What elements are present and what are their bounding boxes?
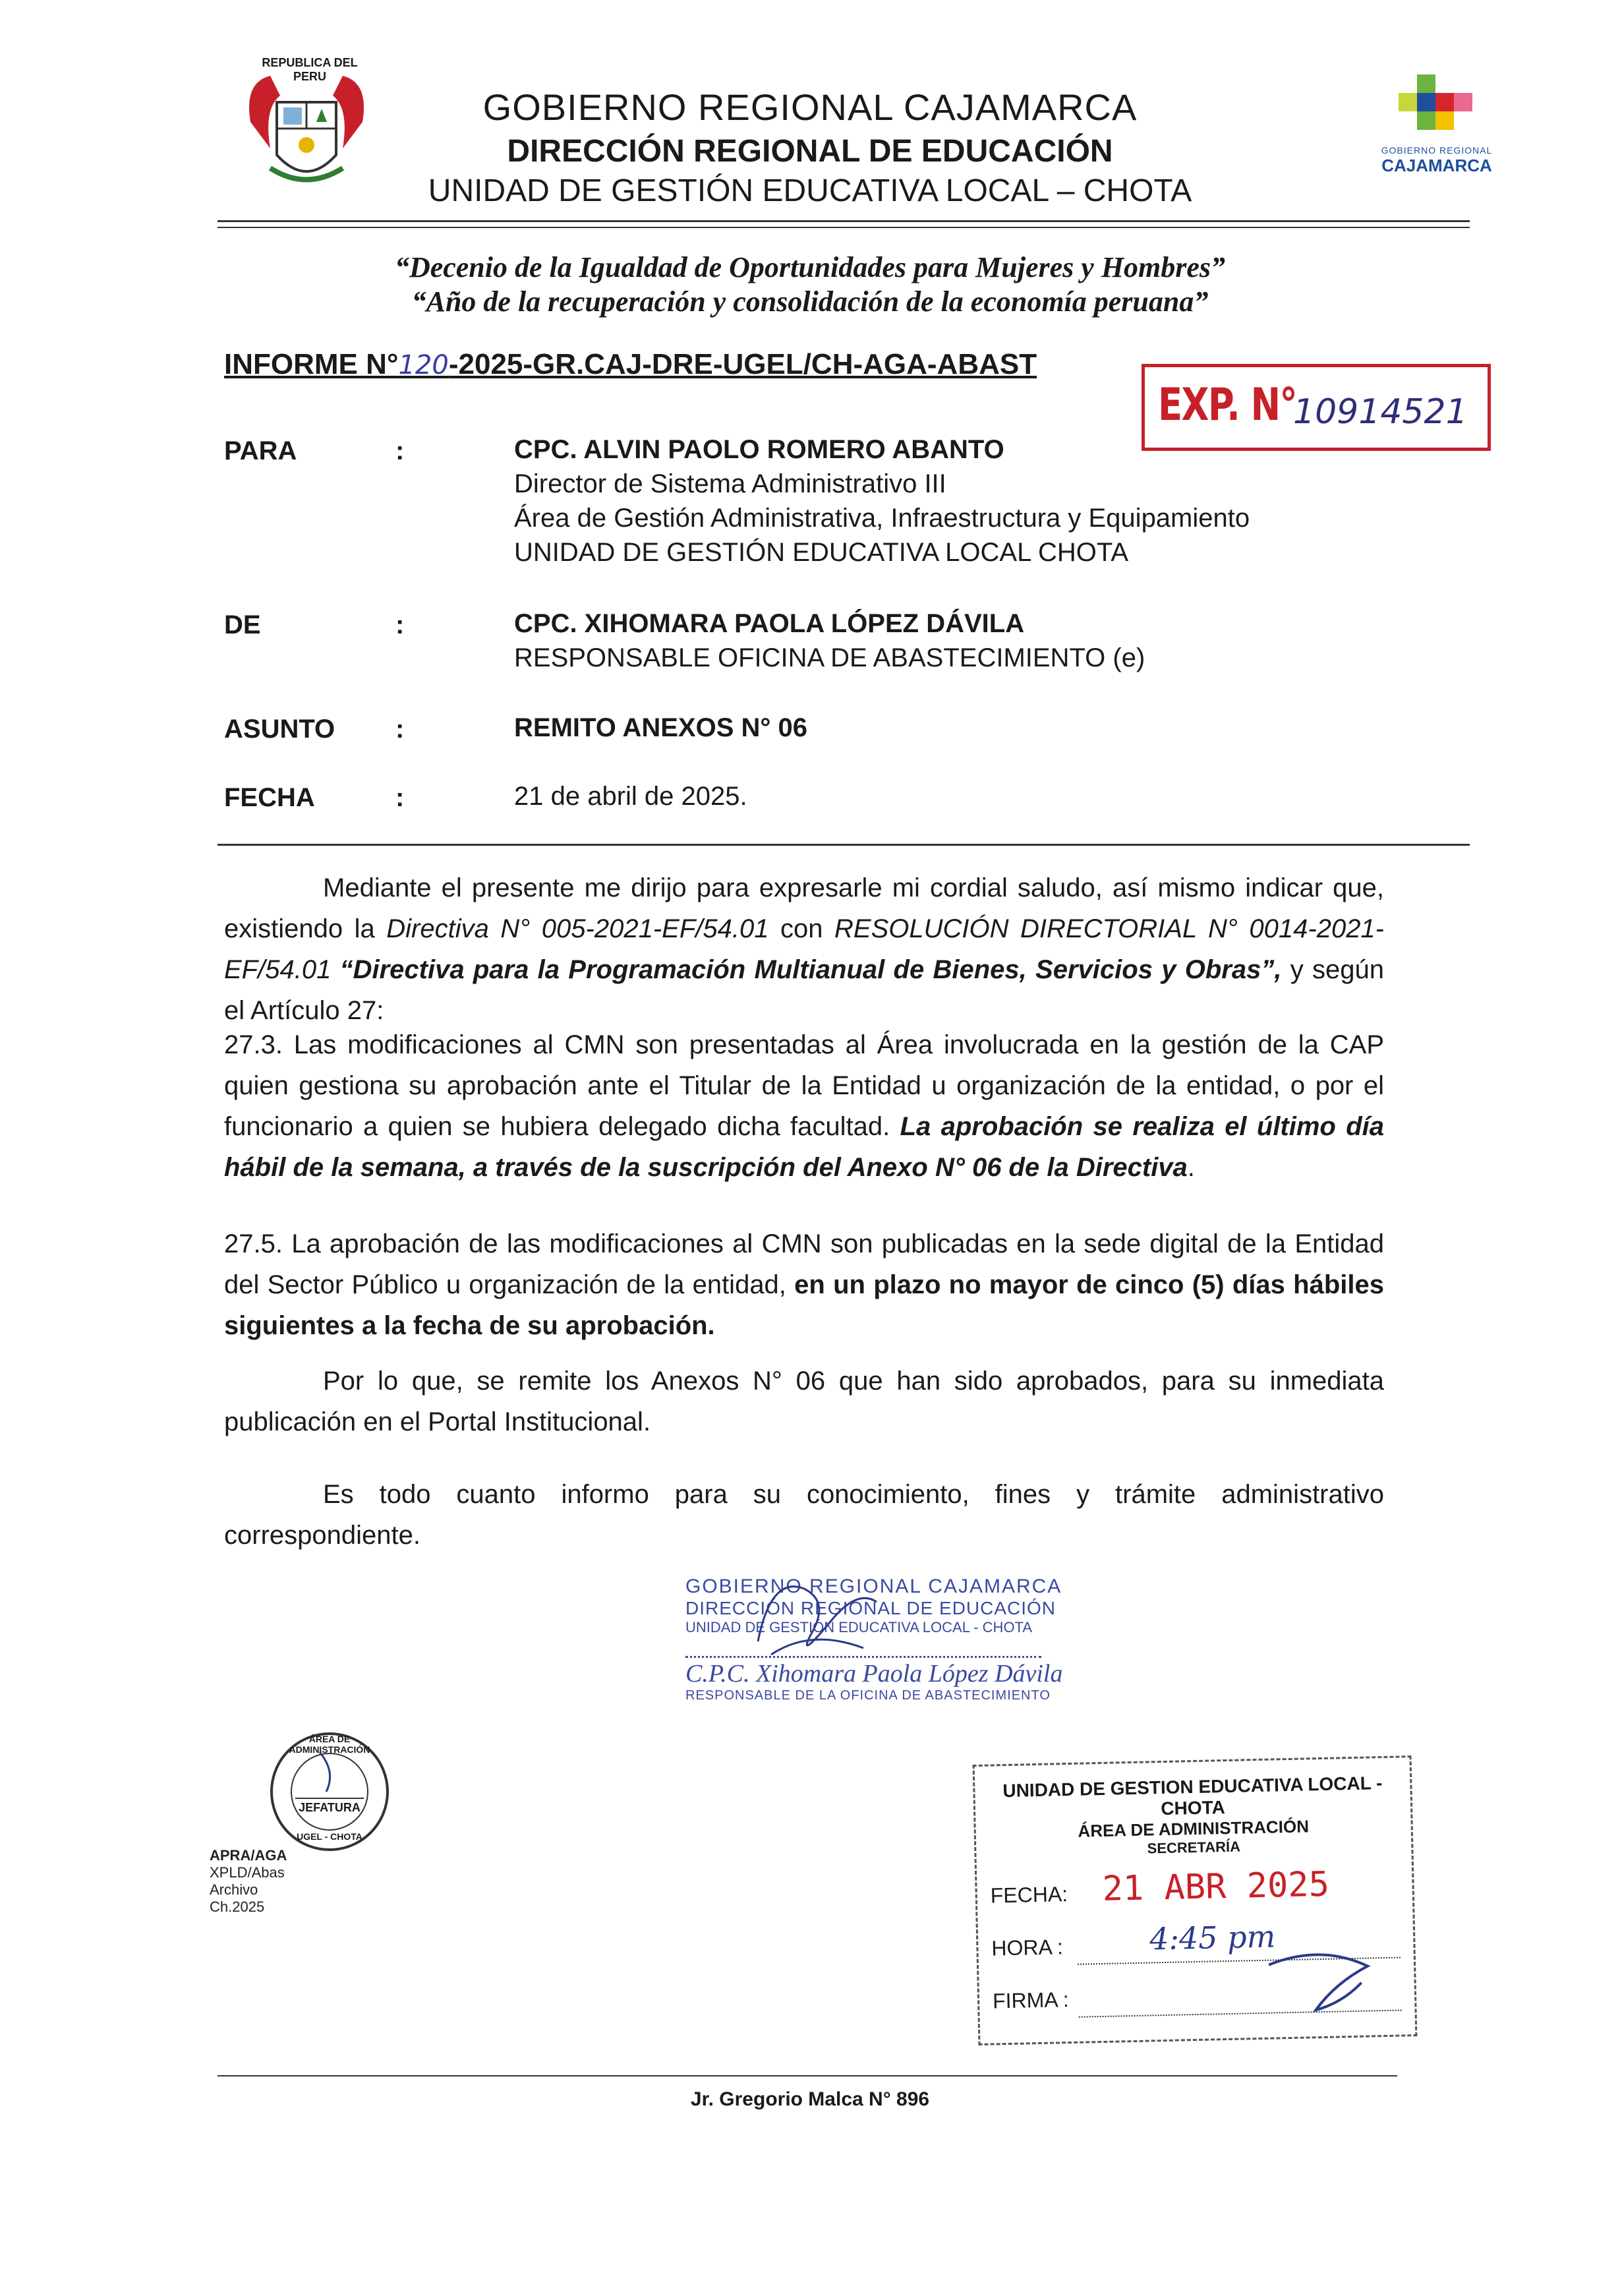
sig-line3: UNIDAD DE GESTIÓN EDUCATIVA LOCAL - CHOTA: [685, 1619, 1033, 1635]
p1-text-c: con: [768, 914, 834, 943]
round-jefatura-stamp: [264, 1726, 395, 1858]
de-block: [514, 606, 1145, 675]
handwritten-signature: [732, 1562, 903, 1674]
body-paragraph-5: Es todo cuanto informo para su conocimiento, fines y trámite administrativo correspondiente.: [224, 1480, 1384, 1550]
logo-main-text: CAJAMARCA: [1381, 156, 1492, 175]
asunto-colon: :: [395, 715, 405, 744]
recv-line3: SECRETARÍA: [1147, 1838, 1241, 1857]
exp-number: 10914521: [1293, 392, 1468, 432]
sig-name: C.P.C. Xihomara Paola López Dávila: [685, 1660, 1063, 1688]
informe-suffix: -2025-GR.CAJ-DRE-UGEL/CH-AGA-ABAST: [448, 348, 1037, 380]
de-label: DE: [224, 610, 261, 639]
de-line2: RESPONSABLE OFICINA DE ABASTECIMIENTO (e): [514, 643, 1145, 672]
recv-line2: ÁREA DE ADMINISTRACIÓN: [1078, 1816, 1310, 1841]
body-paragraph-1: [224, 868, 1384, 1031]
asunto-value: REMITO ANEXOS N° 06: [514, 713, 807, 742]
ref-line-4: Ch.2025: [210, 1899, 265, 1915]
recv-line1: UNIDAD DE GESTION EDUCATIVA LOCAL - CHOTA: [1002, 1773, 1383, 1819]
recv-firma-label: FIRMA :: [992, 1987, 1070, 2013]
coat-of-arms-text: REPUBLICA DEL PERU: [262, 56, 358, 83]
p1-resolution: RESOLUCIÓN DIRECTORIAL N° 0014-2021-EF/54.01: [224, 914, 1385, 984]
ref-line-2: XPLD/Abas: [210, 1864, 285, 1881]
p1-directive-title: “Directiva para la Programación Multianual de Bienes, Servicios y Obras”,: [331, 955, 1282, 984]
recv-hora-value: 4:45 pm: [1149, 1918, 1276, 1957]
p2-text-a: 27.3. Las modificaciones al CMN son presentadas al Área involucrada en la gestión de la CAP quien gestiona su aprobación ante el Titular de la Entidad u organización de la entidad, o por el funcionario a quien se hubiera delegado dicha facultad.: [224, 1030, 1384, 1141]
fecha-label: FECHA: [224, 783, 315, 812]
header-divider: [217, 220, 1470, 222]
sig-line2: DIRECCIÓN REGIONAL DE EDUCACIÓN: [685, 1598, 1056, 1618]
footer-address: Jr. Gregorio Malca N° 896: [690, 2088, 930, 2110]
header-line2: DIRECCIÓN REGIONAL DE EDUCACIÓN: [507, 134, 1113, 169]
informe-handwritten-number: 120: [398, 350, 449, 380]
sig-line1: GOBIERNO REGIONAL CAJAMARCA: [685, 1575, 1062, 1597]
fecha-colon: :: [395, 783, 405, 812]
header-line3: UNIDAD DE GESTIÓN EDUCATIVA LOCAL – CHOTA: [428, 173, 1192, 208]
round-stamp-center: JEFATURA: [299, 1801, 361, 1814]
round-stamp-bottom: UGEL - CHOTA: [297, 1831, 362, 1842]
recv-hora-label: HORA :: [991, 1935, 1064, 1960]
logo-small-text: GOBIERNO REGIONAL: [1381, 145, 1493, 156]
recv-signature: [1255, 1936, 1389, 2024]
informe-number: [224, 348, 1037, 381]
header-divider-2: [217, 227, 1470, 228]
p2-text-c: .: [1187, 1153, 1195, 1182]
motto-line1: “Decenio de la Igualdad de Oportunidades para Mujeres y Hombres”: [394, 251, 1226, 283]
para-line4: UNIDAD DE GESTIÓN EDUCATIVA LOCAL CHOTA: [514, 538, 1128, 567]
p1-directive: Directiva N° 005-2021-EF/54.01: [386, 914, 769, 943]
p2-emphasis: La aprobación se realiza el último día hábil de la semana, a través de la suscripción del Anexo N° 06 de la Directiva: [224, 1112, 1384, 1182]
para-name: CPC. ALVIN PAOLO ROMERO ABANTO: [514, 435, 1004, 464]
footer-divider: [217, 2075, 1397, 2076]
p1-text-f: y según el Artículo 27:: [224, 955, 1384, 1025]
de-name: CPC. XIHOMARA PAOLA LÓPEZ DÁVILA: [514, 609, 1025, 638]
para-line2: Director de Sistema Administrativo III: [514, 469, 946, 498]
ref-line-1: APRA/AGA: [210, 1847, 287, 1864]
para-label: PARA: [224, 436, 297, 465]
signature-stamp: [685, 1575, 1068, 1703]
de-colon: :: [395, 610, 405, 639]
para-colon: :: [395, 436, 405, 465]
recv-fecha-label: FECHA:: [990, 1882, 1068, 1908]
body-paragraph-2: [224, 1024, 1384, 1188]
sig-role: RESPONSABLE DE LA OFICINA DE ABASTECIMIENTO: [685, 1688, 1051, 1703]
round-stamp-top: ÁREA DE ADMINISTRACIÓN: [289, 1734, 370, 1755]
informe-prefix: INFORME N°: [224, 348, 399, 380]
recv-fecha-value: 21 ABR 2025: [1101, 1864, 1330, 1909]
ref-line-3: Archivo: [210, 1881, 258, 1898]
reception-stamp: [973, 1755, 1418, 2046]
fecha-value: 21 de abril de 2025.: [514, 782, 747, 811]
p3-emphasis: en un plazo no mayor de cinco (5) días hábiles siguientes a la fecha de su aprobación.: [224, 1270, 1384, 1340]
p3-text-a: 27.5. La aprobación de las modificaciones al CMN son publicadas en la sede digital de la Entidad del Sector Público u organización de la entidad,: [224, 1229, 1384, 1299]
body-paragraph-3: [224, 1223, 1384, 1346]
fields-divider: [217, 844, 1470, 846]
reference-codes: [210, 1847, 287, 1916]
body-paragraph-4: Por lo que, se remite los Anexos N° 06 que han sido aprobados, para su inmediata publicación en el Portal Institucional.: [224, 1367, 1384, 1436]
exp-label: EXP. N°: [1158, 379, 1297, 431]
motto-line2: “Año de la recuperación y consolidación de la economía peruana”: [411, 285, 1209, 318]
header-line1: GOBIERNO REGIONAL CAJAMARCA: [482, 86, 1138, 128]
p1-text-a: Mediante el presente me dirijo para expresarle mi cordial saludo, así mismo indicar que, existiendo la: [224, 873, 1384, 943]
asunto-label: ASUNTO: [224, 715, 335, 744]
para-block: [514, 432, 1250, 570]
para-line3: Área de Gestión Administrativa, Infraestructura y Equipamiento: [514, 504, 1250, 533]
